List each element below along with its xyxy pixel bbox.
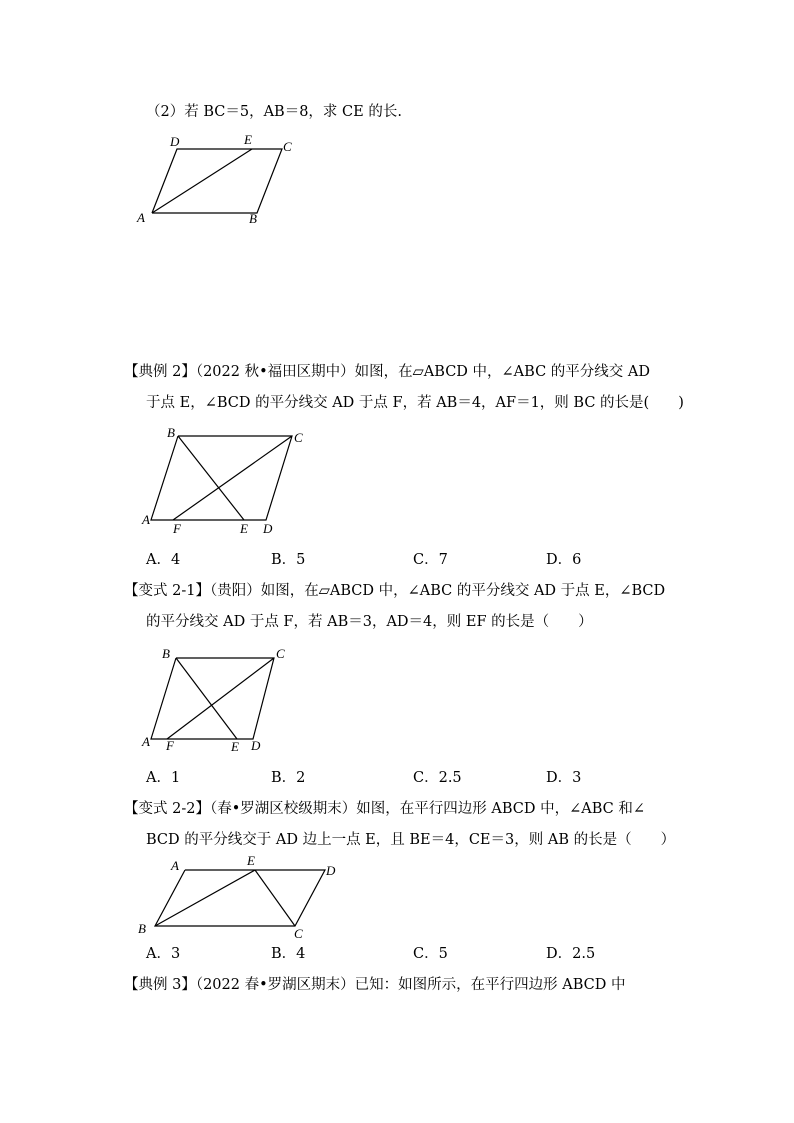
var22-label-b: B (138, 921, 146, 936)
var21-line-1: 【变式 2-1】（贵阳）如图，在▱ABCD 中，∠ABC 的平分线交 AD 于点 E，∠BCD (124, 583, 666, 599)
ex2-segment-be (178, 436, 244, 520)
var21-segment-cf (167, 658, 274, 739)
var22-parallelogram-figure (130, 850, 350, 950)
var22-segment-ce (255, 870, 295, 926)
q2-parallelogram-figure (130, 130, 320, 230)
var22-label-a: A (171, 858, 179, 873)
q2-parallelogram (152, 149, 282, 213)
var21-option-b[interactable]: B．2 (271, 770, 306, 786)
var22-option-a[interactable]: A．3 (146, 946, 181, 962)
var22-label-d: D (326, 863, 336, 878)
ex2-parallelogram (151, 436, 292, 520)
var21-parallelogram (151, 658, 274, 739)
ex2-line-2: 于点 E，∠BCD 的平分线交 AD 于点 F，若 AB＝4，AF＝1，则 BC 的长是( ) (146, 395, 684, 411)
q2-segment-ae (152, 149, 252, 213)
ex2-label-c: C (294, 430, 303, 445)
var21-label-e: E (231, 739, 239, 754)
ex2-option-d[interactable]: D．6 (546, 552, 582, 568)
ex2-segment-cf (173, 436, 292, 520)
q2-label-b: B (249, 211, 257, 226)
var21-label-b: B (162, 646, 170, 661)
ex2-option-c[interactable]: C．7 (413, 552, 448, 568)
ex2-label-d: D (263, 521, 273, 536)
ex3-line-1: 【典例 3】（2022 春•罗湖区期末）已知：如图所示，在平行四边形 ABCD 中 (124, 977, 626, 993)
var21-option-d[interactable]: D．3 (546, 770, 582, 786)
ex2-label-f: F (173, 521, 181, 536)
ex2-label-b: B (167, 425, 175, 440)
var21-segment-be (176, 658, 237, 739)
var21-parallelogram-figure (130, 642, 320, 762)
ex2-line-1: 【典例 2】（2022 秋•福田区期中）如图，在▱ABCD 中，∠ABC 的平分线交 AD (124, 364, 650, 380)
ex2-label-e: E (240, 521, 248, 536)
var22-option-d[interactable]: D．2.5 (546, 946, 596, 962)
var22-line-1: 【变式 2-2】（春•罗湖区校级期末）如图，在平行四边形 ABCD 中，∠ABC 和∠ (124, 801, 645, 817)
var21-line-2: 的平分线交 AD 于点 F，若 AB＝3，AD＝4，则 EF 的长是（ ） (146, 614, 593, 630)
var22-label-c: C (294, 926, 303, 941)
var21-label-c: C (276, 646, 285, 661)
var22-option-b[interactable]: B．4 (271, 946, 306, 962)
var21-options (146, 768, 706, 788)
q2-label-c: C (283, 139, 292, 154)
var22-option-c[interactable]: C．5 (413, 946, 448, 962)
ex2-label-a: A (142, 512, 150, 527)
var22-label-e: E (247, 853, 255, 868)
var22-options (146, 944, 706, 964)
ex2-option-b[interactable]: B．5 (271, 552, 306, 568)
var22-line-2: BCD 的平分线交于 AD 边上一点 E，且 BE＝4，CE＝3，则 AB 的长是（ ） (146, 832, 676, 848)
q2-label-e: E (244, 132, 252, 147)
ex2-options (146, 550, 706, 570)
q2-label-a: A (137, 210, 145, 225)
var21-label-f: F (166, 738, 174, 753)
q2-label-d: D (170, 134, 180, 149)
ex2-option-a[interactable]: A．4 (146, 552, 181, 568)
var21-option-c[interactable]: C．2.5 (413, 770, 462, 786)
var21-label-a: A (142, 734, 150, 749)
q2-text: （2）若 BC＝5，AB＝8，求 CE 的长. (146, 104, 402, 120)
ex2-parallelogram-figure (130, 422, 320, 542)
var21-label-d: D (251, 738, 261, 753)
var21-option-a[interactable]: A．1 (146, 770, 181, 786)
